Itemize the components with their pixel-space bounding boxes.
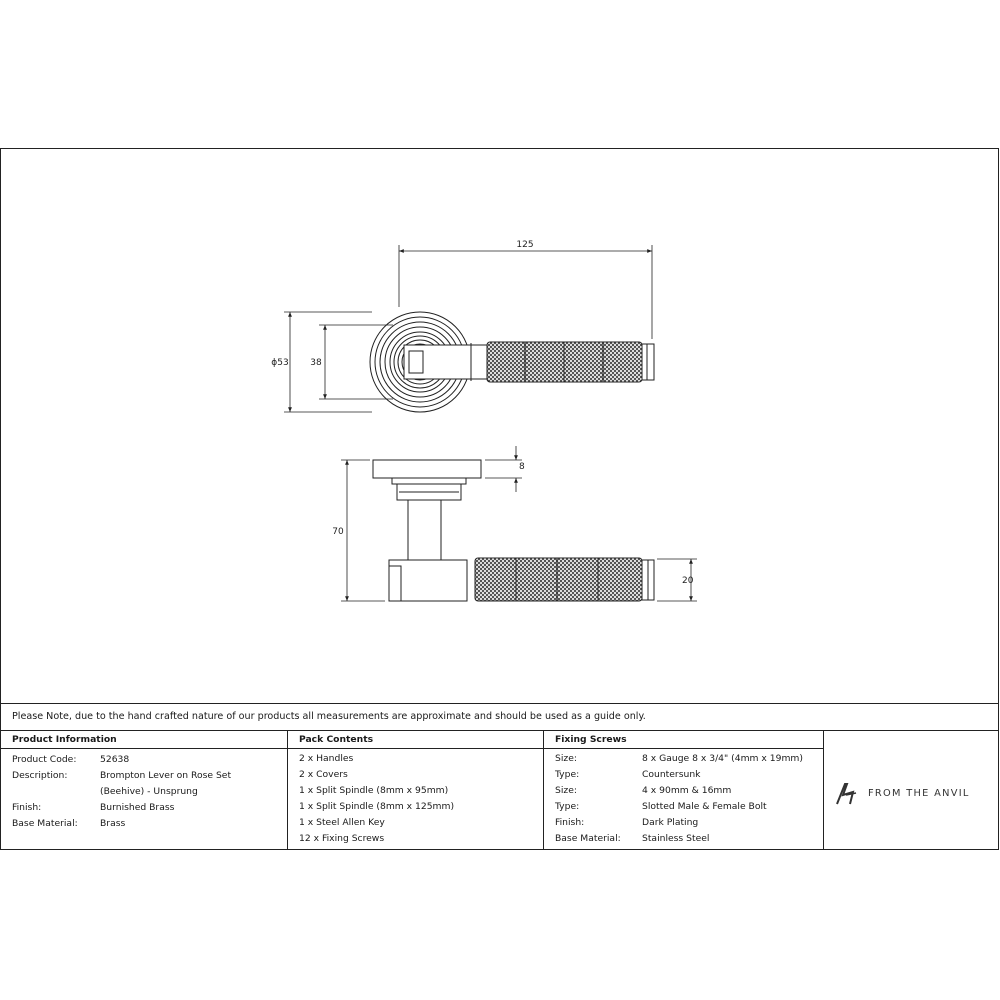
product-info-value: Brompton Lever on Rose Set — [100, 770, 232, 781]
product-info-value: Burnished Brass — [100, 802, 175, 813]
brand-name: FROM THE ANVIL — [868, 788, 970, 799]
fixing-screw-value: Dark Plating — [642, 817, 699, 828]
pack-contents-column — [288, 731, 544, 849]
dim-rose-label: 38 — [310, 358, 322, 368]
product-info-label: Finish: — [12, 802, 42, 813]
pack-item: 1 x Steel Allen Key — [299, 817, 385, 828]
pack-item: 2 x Handles — [299, 753, 354, 764]
product-info-value: 52638 — [100, 754, 130, 765]
spec-table — [1, 731, 824, 849]
fixing-screw-value: 4 x 90mm & 16mm — [642, 785, 732, 796]
dim-projection-label: 70 — [332, 527, 344, 537]
fixing-screw-label: Size: — [555, 753, 577, 764]
fixing-screw-label: Finish: — [555, 817, 585, 828]
fixing-screw-label: Type: — [555, 801, 580, 812]
product-info-column — [1, 731, 288, 849]
dimension-lines — [284, 245, 697, 601]
pack-item: 1 x Split Spindle (8mm x 125mm) — [299, 801, 455, 812]
dim-diameter-label: ϕ53 — [271, 358, 289, 368]
dim-width-label: 125 — [516, 240, 534, 250]
dim-thickness-label: 8 — [519, 462, 525, 472]
dim-grip-label: 20 — [682, 576, 694, 586]
fixing-screws-header: Fixing Screws — [544, 731, 823, 749]
product-info-label: Product Code: — [12, 754, 77, 765]
fixing-screws-column — [544, 731, 824, 849]
fixing-screw-value: 8 x Gauge 8 x 3/4" (4mm x 19mm) — [642, 753, 803, 764]
lever-front — [404, 342, 654, 382]
fixing-screw-label: Base Material: — [555, 833, 621, 844]
pack-item: 2 x Covers — [299, 769, 348, 780]
fixing-screw-value: Slotted Male & Female Bolt — [642, 801, 767, 812]
fixing-screw-value: Countersunk — [642, 769, 701, 780]
technical-drawing — [1, 149, 998, 703]
front-view — [370, 312, 654, 412]
product-info-value: (Beehive) - Unsprung — [100, 786, 198, 797]
pack-contents-header: Pack Contents — [288, 731, 543, 749]
dimension-labels — [271, 240, 693, 586]
pack-item: 1 x Split Spindle (8mm x 95mm) — [299, 785, 449, 796]
product-info-label: Description: — [12, 770, 68, 781]
fixing-screw-label: Size: — [555, 785, 577, 796]
product-info-value: Brass — [100, 818, 126, 829]
product-info-label: Base Material: — [12, 818, 78, 829]
brand-block — [824, 731, 998, 849]
side-view — [373, 460, 654, 601]
fixing-screw-value: Stainless Steel — [642, 833, 710, 844]
drawing-sheet — [0, 148, 999, 850]
measurement-note: Please Note, due to the hand crafted nature of our products all measurements are approximate and should be used as a guide only. — [1, 703, 998, 731]
anvil-a-logo-icon — [834, 781, 860, 807]
fixing-screw-label: Type: — [555, 769, 580, 780]
product-info-header: Product Information — [1, 731, 287, 749]
pack-item: 12 x Fixing Screws — [299, 833, 385, 844]
